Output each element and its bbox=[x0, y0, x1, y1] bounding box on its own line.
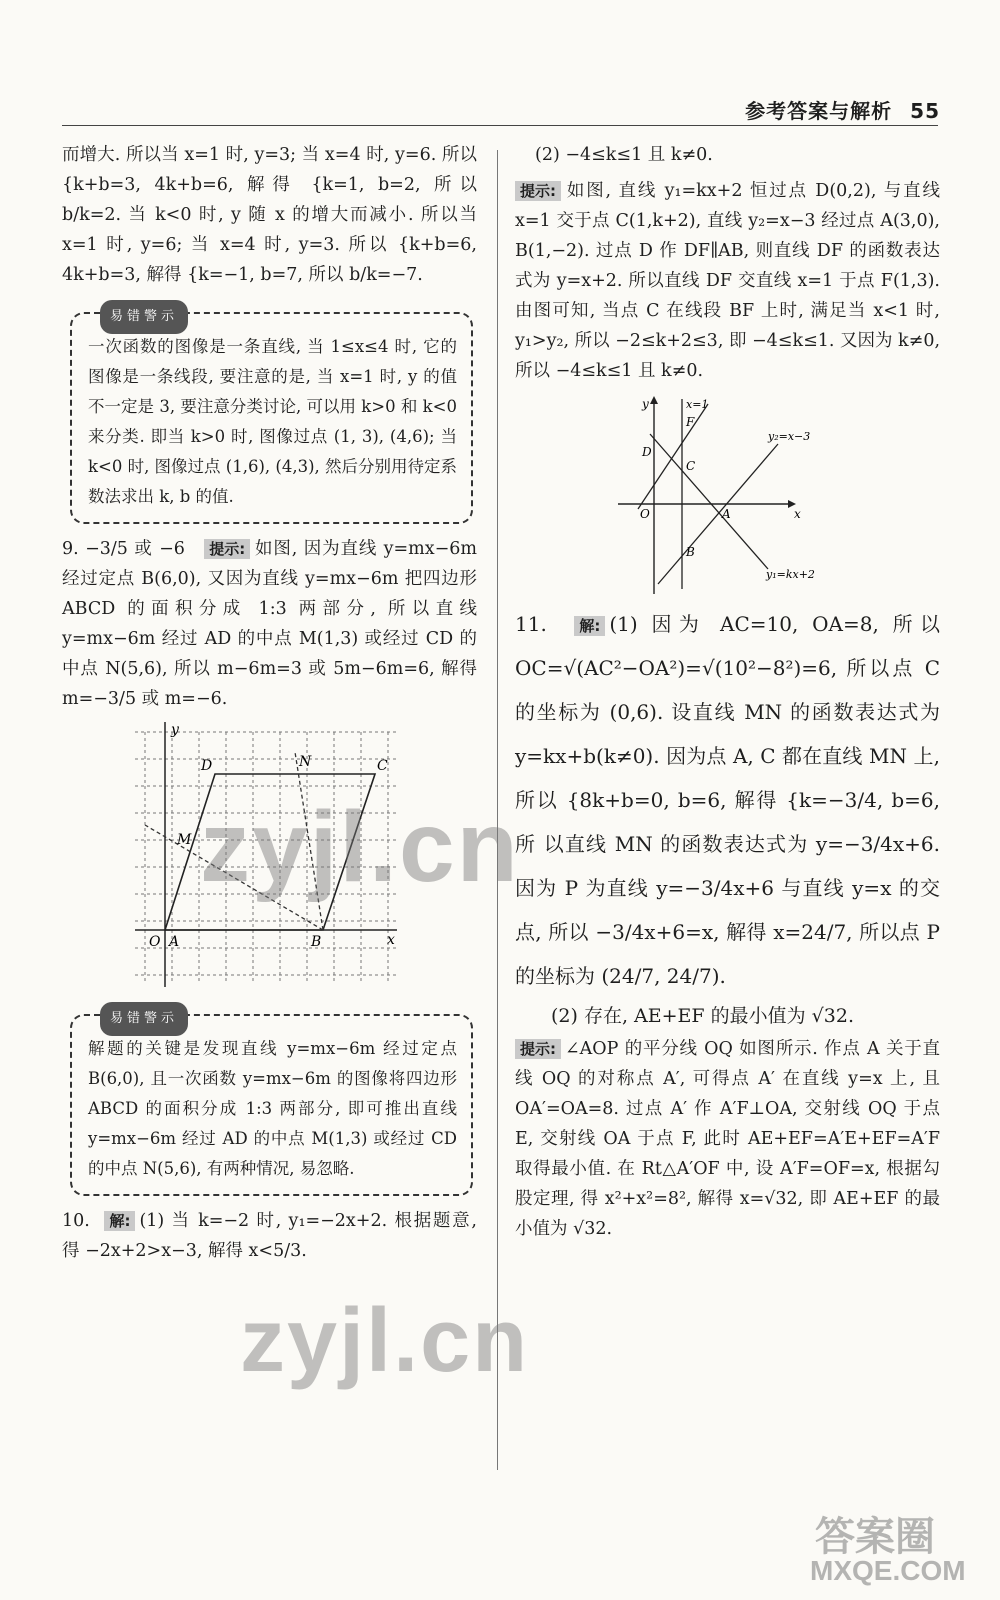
right-column bbox=[515, 140, 940, 1244]
fig2-label-O: O bbox=[639, 507, 650, 521]
fig2-label-D: D bbox=[641, 445, 652, 459]
q10-number: 10. bbox=[62, 1211, 90, 1231]
page-header bbox=[745, 95, 940, 124]
fig1-label-y: y bbox=[170, 722, 179, 738]
question-10 bbox=[62, 1206, 477, 1266]
q10-text: (1) 当 k=−2 时, y₁=−2x+2. 根据题意, 得 −2x+2>x−3, 解得 x<5/3. bbox=[62, 1211, 477, 1261]
fig2-label-x: x bbox=[793, 507, 801, 521]
q11-line1: (1) 因为 AC=10, OA=8, 所以 OC=√(AC²−OA²)=√(10²−8²)=6, 所以点 C 的坐标为 (0,6). 设直线 MN 的函数表达式为 y=kx+b(k≠0). 因为点 A, C 都在直线 MN 上, 所以 {8k+b=0, b=6, 解得 {k=−3/4, b=6, 所 bbox=[515, 612, 941, 856]
q11-line2: 以直线 MN 的函数表达式为 y=−3/4x+6. bbox=[543, 832, 941, 856]
q9-hint-text: 如图, 因为直线 y=mx−6m 经过定点 B(6,0), 又因为直线 y=mx−6m 把四边形 ABCD 的面积分成 1:3 两部分, 所以直线 y=mx−6m 经过 AD 的中点 M(1,3) 或经过 CD 的中点 N(5,6), 所以 m−6m=3 或 5m−6m=6, 解得 m=−3/5 或 m=−6. bbox=[62, 539, 477, 709]
hint2-text: ∠AOP 的平分线 OQ 如图所示. 作点 A 关于直线 OQ 的对称点 A′, 可得点 A′ 在直线 y=x 上, 且 OA′=OA=8. 过点 A′ 作 A′F⊥OA, 交射线 OQ 于点 E, 交射线 OA 于点 F, 此时 AE+EF=A′E+EF=A′F 取得最小值. 在 Rt△A′OF 中, 设 A′F=OF=x, 根据勾股定理, 得 x²+x²=8², 解得 x=√32, 即 AE+EF 的最小值为 √32. bbox=[515, 1039, 940, 1239]
warning-text-2: 解题的关键是发现直线 y=mx−6m 经过定点 B(6,0), 且一次函数 y=mx−6m 的图像将四边形 ABCD 的面积分成 1:3 两部分, 即可推出直线 y=mx−6m 经过 AD 的中点 M(1,3) 或经过 CD 的中点 N(5,6), 有两种情况, 易忽略. bbox=[88, 1039, 457, 1178]
watermark-2: zyjl.cn bbox=[240, 1291, 530, 1391]
hint2-tag: 提示: bbox=[515, 1039, 561, 1059]
fig2-label-C: C bbox=[685, 459, 695, 473]
question-11 bbox=[515, 602, 940, 998]
error-warning-box-1 bbox=[70, 309, 473, 524]
fig1-label-B: B bbox=[310, 934, 321, 950]
header-rule bbox=[62, 125, 938, 126]
q10-hint bbox=[515, 176, 940, 386]
header-title: 参考答案与解析 bbox=[745, 99, 893, 123]
error-warning-box-2 bbox=[70, 1011, 473, 1196]
fig1-label-N: N bbox=[298, 754, 311, 770]
fig2-label-B: B bbox=[685, 545, 695, 559]
fig1-label-M: M bbox=[176, 832, 191, 848]
line-y1 bbox=[650, 434, 768, 569]
line-BN bbox=[295, 752, 323, 930]
column-divider bbox=[497, 150, 498, 1470]
page-number: 55 bbox=[910, 99, 940, 123]
fig2-label-x1: x=1 bbox=[685, 398, 708, 411]
fig2-label-y1: y₁=kx+2 bbox=[765, 568, 815, 581]
hint-tag: 提示: bbox=[515, 181, 561, 201]
q11-solution-tag: 解: bbox=[574, 616, 605, 636]
quadrilateral-ABCD bbox=[165, 774, 375, 930]
warning-text-1: 一次函数的图像是一条直线, 当 1≤x≤4 时, 它的图像是一条线段, 要注意的是, 当 x=1 时, y 的值不一定是 3, 要注意分类讨论, 可以用 k>0 和 k<0 来分类. 即当 k>0 时, 图像过点 (1, 3), (4,6); 当 k<0 时, 图像过点 (1,6), (4,3), 然后分别用待定系数法求出 k, b 的值. bbox=[88, 337, 458, 506]
q10-solution-tag: 解: bbox=[104, 1211, 135, 1231]
q10-part2: (2) −4≤k≤1 且 k≠0. bbox=[535, 145, 713, 165]
left-column bbox=[62, 140, 477, 1266]
warning-label: 易错警示 bbox=[100, 300, 188, 334]
fig2-label-y: y bbox=[641, 397, 649, 411]
watermark-1: zyjl.cn bbox=[200, 791, 520, 903]
answer-paragraph-1: 而增大. 所以当 x=1 时, y=3; 当 x=4 时, y=6. 所以 {k+b=3, 4k+b=6, 解得 {k=1, b=2, 所以 b/k=2. 当 k<0 时, y 随 x 的增大而减小. 所以当 x=1 时, y=6; 当 x=4 时, y=3. 所以 {k+b=6, 4k+b=3, 解得 {k=−1, b=7, 所以 b/k=−7. bbox=[62, 145, 477, 285]
q9-answer: 9. −3/5 或 −6 bbox=[62, 539, 185, 559]
fig2-y-arrow bbox=[650, 396, 658, 404]
fig1-label-A: A bbox=[168, 934, 179, 950]
hint-text: 如图, 直线 y₁=kx+2 恒过点 D(0,2), 与直线 x=1 交于点 C(1,k+2), 直线 y₂=x−3 经过点 A(3,0), B(1,−2). 过点 D 作 DF∥AB, 则直线 DF 的函数表达式为 y=x+2. 所以直线 DF 交直线 x=1 于点 F(1,3). 由图可知, 当点 C 在线段 BF 上时, 满足当 x<1 时, y₁>y₂, 所以 −2≤k+2≤3, 即 −4≤k≤1. 又因为 k≠0, 所以 −4≤k≤1 且 k≠0. bbox=[515, 181, 941, 381]
line-y2 bbox=[658, 444, 778, 584]
lines-figure bbox=[618, 394, 838, 594]
fig1-label-O: O bbox=[148, 934, 160, 950]
q11-part2: (2) 存在, AE+EF 的最小值为 √32. bbox=[551, 1005, 854, 1027]
watermark-3: 答案圈 bbox=[815, 1515, 935, 1559]
fig2-label-A: A bbox=[721, 507, 731, 521]
fig1-label-C: C bbox=[376, 758, 388, 774]
watermark-4: MXQE.COM bbox=[810, 1555, 966, 1586]
question-9 bbox=[62, 534, 477, 714]
fig1-label-D: D bbox=[200, 758, 212, 774]
fig2-label-y2: y₂=x−3 bbox=[767, 430, 810, 443]
q11-number: 11. bbox=[515, 612, 547, 636]
fig2-label-F: F bbox=[685, 415, 694, 429]
warning-label-2: 易错警示 bbox=[100, 1002, 188, 1036]
quadrilateral-figure bbox=[135, 722, 405, 992]
fig1-label-x: x bbox=[386, 932, 395, 948]
q11-hint bbox=[515, 1034, 940, 1244]
q9-hint-tag: 提示: bbox=[204, 539, 250, 559]
q11-line3: 因为 P 为直线 y=−3/4x+6 与直线 y=x 的交点, 所以 −3/4x+6=x, 解得 x=24/7, 所以点 P 的坐标为 (24/7, 24/7). bbox=[515, 876, 940, 988]
